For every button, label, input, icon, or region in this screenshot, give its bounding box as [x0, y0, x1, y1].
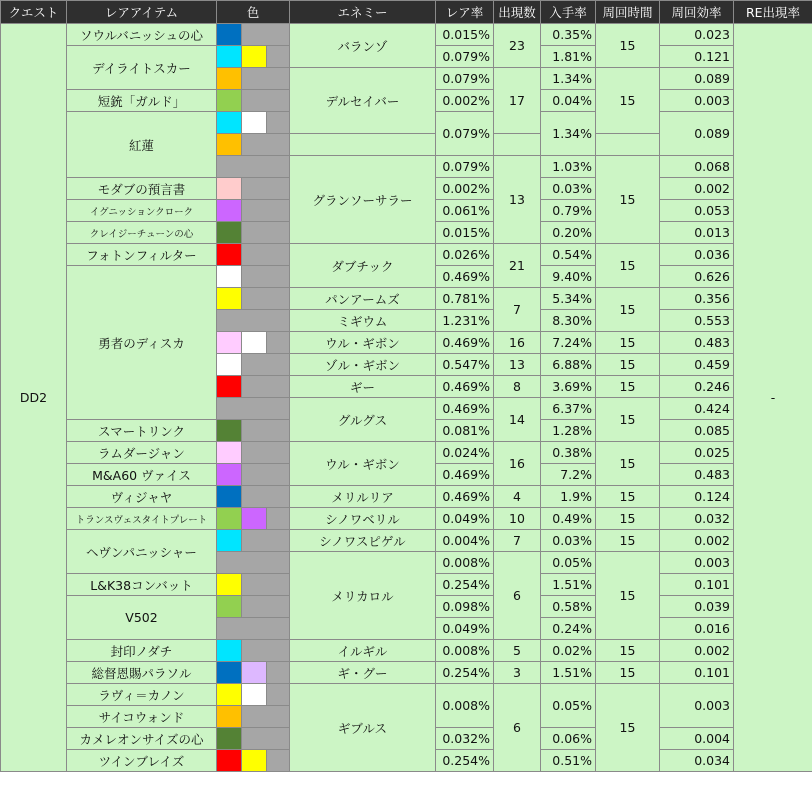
- drop-rate-cell[interactable]: 1.34%: [541, 112, 596, 156]
- rare-rate-cell[interactable]: 0.002%: [436, 90, 494, 112]
- color-swatch-group: [217, 640, 289, 661]
- rare-rate-cell[interactable]: 0.254%: [436, 574, 494, 596]
- color-swatch: [217, 728, 242, 749]
- item-name-cell[interactable]: ソウルバニッシュの心: [67, 24, 217, 46]
- efficiency-cell[interactable]: 0.039: [660, 596, 734, 618]
- color-swatch-cell[interactable]: [217, 530, 290, 552]
- color-swatch-group: [217, 178, 289, 199]
- color-swatch: [217, 24, 242, 45]
- enemy-cell[interactable]: ウル・ギボン: [290, 442, 436, 486]
- color-swatch-cell[interactable]: [217, 618, 290, 640]
- rare-rate-cell[interactable]: 0.469%: [436, 332, 494, 354]
- item-name-cell[interactable]: モダブの預言書: [67, 178, 217, 200]
- color-swatch-cell[interactable]: [217, 112, 290, 134]
- count-cell[interactable]: 16: [494, 442, 541, 486]
- enemy-cell[interactable]: ギブルス: [290, 684, 436, 772]
- color-swatch: [217, 134, 242, 155]
- color-swatch-cell[interactable]: [217, 310, 290, 332]
- color-swatch: [217, 640, 242, 661]
- rare-rate-cell[interactable]: 0.469%: [436, 266, 494, 288]
- drop-rate-cell[interactable]: 0.03%: [541, 530, 596, 552]
- loop-time-cell[interactable]: 15: [596, 354, 660, 376]
- item-name-cell[interactable]: デイライトスカー: [67, 46, 217, 90]
- drop-rate-cell[interactable]: 7.24%: [541, 332, 596, 354]
- color-swatch-group: [217, 574, 289, 595]
- color-swatch: [217, 354, 242, 375]
- color-swatch-cell[interactable]: [217, 354, 290, 376]
- enemy-cell[interactable]: ミギウム: [290, 310, 436, 332]
- color-swatch-group: [217, 68, 289, 89]
- count-cell[interactable]: 17: [494, 68, 541, 134]
- color-swatch: [242, 684, 267, 705]
- rare-rate-cell[interactable]: 1.231%: [436, 310, 494, 332]
- efficiency-cell[interactable]: 0.053: [660, 200, 734, 222]
- loop-time-cell[interactable]: 15: [596, 662, 660, 684]
- count-cell[interactable]: 3: [494, 662, 541, 684]
- drop-rate-cell[interactable]: 0.20%: [541, 222, 596, 244]
- rare-rate-cell[interactable]: 0.469%: [436, 376, 494, 398]
- enemy-cell[interactable]: ゾル・ギボン: [290, 354, 436, 376]
- efficiency-cell[interactable]: 0.101: [660, 662, 734, 684]
- efficiency-cell[interactable]: 0.013: [660, 222, 734, 244]
- color-swatch: [217, 442, 242, 463]
- color-swatch-cell[interactable]: [217, 508, 290, 530]
- item-name-cell[interactable]: トランスヴェスタイトプレート: [67, 508, 217, 530]
- color-swatch: [217, 750, 242, 771]
- color-swatch: [217, 332, 242, 353]
- color-swatch: [217, 90, 242, 111]
- rare-rate-cell[interactable]: 0.015%: [436, 222, 494, 244]
- drop-rate-cell[interactable]: 8.30%: [541, 310, 596, 332]
- loop-time-cell[interactable]: 15: [596, 640, 660, 662]
- item-name-cell[interactable]: フォトンフィルター: [67, 244, 217, 266]
- color-swatch: [217, 288, 242, 309]
- efficiency-cell[interactable]: 0.002: [660, 178, 734, 200]
- enemy-cell[interactable]: シノワベリル: [290, 508, 436, 530]
- efficiency-cell[interactable]: 0.068: [660, 156, 734, 178]
- rare-rate-cell[interactable]: 0.079%: [436, 46, 494, 68]
- color-swatch-cell[interactable]: [217, 728, 290, 750]
- efficiency-cell[interactable]: 0.003: [660, 684, 734, 728]
- loop-time-cell[interactable]: 15: [596, 684, 660, 772]
- loop-time-cell[interactable]: 15: [596, 156, 660, 244]
- efficiency-cell[interactable]: 0.459: [660, 354, 734, 376]
- drop-rate-cell[interactable]: 0.04%: [541, 90, 596, 112]
- drop-rate-cell[interactable]: 9.40%: [541, 266, 596, 288]
- drop-rate-cell[interactable]: 1.03%: [541, 156, 596, 178]
- color-swatch-group: [217, 376, 289, 397]
- color-swatch: [217, 706, 242, 727]
- color-swatch-group: [217, 266, 289, 287]
- color-swatch-cell[interactable]: [217, 24, 290, 46]
- table-row: [1, 662, 812, 684]
- item-name-cell[interactable]: V502: [67, 596, 217, 640]
- color-swatch-group: [217, 222, 289, 243]
- rare-rate-cell[interactable]: 0.008%: [436, 552, 494, 574]
- color-swatch-group: [217, 530, 289, 551]
- rare-rate-cell[interactable]: 0.049%: [436, 618, 494, 640]
- loop-time-cell[interactable]: 15: [596, 442, 660, 486]
- count-cell[interactable]: 8: [494, 376, 541, 398]
- enemy-cell[interactable]: メリルリア: [290, 486, 436, 508]
- rare-rate-cell[interactable]: 0.098%: [436, 596, 494, 618]
- drop-rate-cell[interactable]: 0.05%: [541, 684, 596, 728]
- color-swatch: [217, 420, 242, 441]
- color-swatch-group: [217, 112, 289, 133]
- column-header[interactable]: クエスト: [1, 1, 67, 24]
- color-swatch-cell[interactable]: [217, 420, 290, 442]
- column-header[interactable]: RE出現率: [734, 1, 812, 24]
- rare-rate-cell[interactable]: 0.049%: [436, 508, 494, 530]
- item-name-cell[interactable]: 短銃「ガルド」: [67, 90, 217, 112]
- item-name-cell[interactable]: M&A60 ヴァイス: [67, 464, 217, 486]
- count-cell[interactable]: 13: [494, 354, 541, 376]
- color-swatch: [217, 222, 242, 243]
- color-swatch: [242, 662, 267, 683]
- color-swatch-cell[interactable]: [217, 684, 290, 706]
- loop-time-cell[interactable]: [596, 134, 660, 156]
- color-swatch-cell[interactable]: [217, 596, 290, 618]
- color-swatch: [242, 508, 267, 529]
- efficiency-cell[interactable]: 0.034: [660, 750, 734, 772]
- color-swatch-cell[interactable]: [217, 244, 290, 266]
- rare-rate-cell[interactable]: 0.781%: [436, 288, 494, 310]
- count-cell[interactable]: 16: [494, 332, 541, 354]
- loop-time-cell[interactable]: 15: [596, 486, 660, 508]
- color-swatch: [217, 178, 242, 199]
- count-cell[interactable]: 6: [494, 552, 541, 640]
- color-swatch-group: [217, 464, 289, 485]
- color-swatch-group: [217, 332, 289, 353]
- rare-rate-cell[interactable]: 0.004%: [436, 530, 494, 552]
- table-row: [1, 24, 812, 46]
- drop-rate-cell[interactable]: 1.81%: [541, 46, 596, 68]
- efficiency-cell[interactable]: 0.002: [660, 530, 734, 552]
- color-swatch: [217, 464, 242, 485]
- color-swatch-cell[interactable]: [217, 332, 290, 354]
- efficiency-cell[interactable]: 0.483: [660, 464, 734, 486]
- loop-time-cell[interactable]: 15: [596, 68, 660, 134]
- color-swatch: [217, 244, 242, 265]
- color-swatch: [217, 530, 242, 551]
- enemy-cell[interactable]: [290, 134, 436, 156]
- loop-time-cell[interactable]: 15: [596, 376, 660, 398]
- item-name-cell[interactable]: ツインブレイズ: [67, 750, 217, 772]
- item-name-cell[interactable]: ラムダージャン: [67, 442, 217, 464]
- efficiency-cell[interactable]: 0.089: [660, 112, 734, 156]
- item-name-cell[interactable]: 封印ノダチ: [67, 640, 217, 662]
- rare-rate-cell[interactable]: 0.469%: [436, 398, 494, 420]
- count-cell[interactable]: 14: [494, 398, 541, 442]
- drop-rate-cell[interactable]: 0.24%: [541, 618, 596, 640]
- efficiency-cell[interactable]: 0.089: [660, 68, 734, 90]
- rare-rate-cell[interactable]: 0.032%: [436, 728, 494, 750]
- color-swatch: [217, 46, 242, 67]
- color-swatch-group: [217, 288, 289, 309]
- color-swatch-cell[interactable]: [217, 662, 290, 684]
- count-cell[interactable]: 23: [494, 24, 541, 68]
- color-swatch-group: [217, 90, 289, 111]
- re-rate-cell[interactable]: -: [734, 24, 812, 772]
- item-name-cell[interactable]: ラヴィ＝カノン: [67, 684, 217, 706]
- efficiency-cell[interactable]: 0.085: [660, 420, 734, 442]
- color-swatch: [242, 332, 267, 353]
- drop-rate-cell[interactable]: 1.51%: [541, 574, 596, 596]
- color-swatch-cell[interactable]: [217, 134, 290, 156]
- enemy-cell[interactable]: イルギル: [290, 640, 436, 662]
- enemy-cell[interactable]: バランゾ: [290, 24, 436, 68]
- efficiency-cell[interactable]: 0.356: [660, 288, 734, 310]
- drop-rate-cell[interactable]: 0.06%: [541, 728, 596, 750]
- column-header[interactable]: 入手率: [541, 1, 596, 24]
- efficiency-cell[interactable]: 0.004: [660, 728, 734, 750]
- color-swatch-cell[interactable]: [217, 178, 290, 200]
- quest-cell[interactable]: DD2: [1, 24, 67, 772]
- loop-time-cell[interactable]: 15: [596, 332, 660, 354]
- color-swatch-cell[interactable]: [217, 398, 290, 420]
- count-cell[interactable]: 4: [494, 486, 541, 508]
- color-swatch: [242, 46, 267, 67]
- efficiency-cell[interactable]: 0.032: [660, 508, 734, 530]
- efficiency-cell[interactable]: 0.002: [660, 640, 734, 662]
- drop-rate-cell[interactable]: 0.49%: [541, 508, 596, 530]
- table-header: [1, 1, 812, 24]
- efficiency-cell[interactable]: 0.003: [660, 90, 734, 112]
- rare-rate-cell[interactable]: 0.061%: [436, 200, 494, 222]
- color-swatch: [217, 486, 242, 507]
- rare-rate-cell[interactable]: 0.469%: [436, 486, 494, 508]
- table-row: [1, 486, 812, 508]
- enemy-cell[interactable]: グルグス: [290, 398, 436, 442]
- color-swatch-cell[interactable]: [217, 442, 290, 464]
- drop-rate-cell[interactable]: 6.88%: [541, 354, 596, 376]
- item-name-cell[interactable]: 紅蓮: [67, 112, 217, 178]
- color-swatch-cell[interactable]: [217, 288, 290, 310]
- item-name-cell[interactable]: ヘヴンパニッシャー: [67, 530, 217, 574]
- enemy-cell[interactable]: シノワスピゲル: [290, 530, 436, 552]
- count-cell[interactable]: 7: [494, 288, 541, 332]
- table-row: [1, 508, 812, 530]
- color-swatch-cell[interactable]: [217, 750, 290, 772]
- efficiency-cell[interactable]: 0.124: [660, 486, 734, 508]
- item-name-cell[interactable]: ヴィジャヤ: [67, 486, 217, 508]
- color-swatch: [217, 200, 242, 221]
- column-header[interactable]: 周回効率: [660, 1, 734, 24]
- table-row: [1, 640, 812, 662]
- efficiency-cell[interactable]: 0.553: [660, 310, 734, 332]
- efficiency-cell[interactable]: 0.023: [660, 24, 734, 46]
- count-cell[interactable]: 13: [494, 156, 541, 244]
- color-swatch-group: [217, 442, 289, 463]
- loop-time-cell[interactable]: 15: [596, 552, 660, 640]
- enemy-cell[interactable]: ギー: [290, 376, 436, 398]
- column-header[interactable]: レア率: [436, 1, 494, 24]
- color-swatch: [217, 508, 242, 529]
- rare-rate-cell[interactable]: 0.079%: [436, 68, 494, 90]
- table-row: [1, 530, 812, 552]
- enemy-cell[interactable]: ダブチック: [290, 244, 436, 288]
- color-swatch-cell[interactable]: [217, 200, 290, 222]
- enemy-cell[interactable]: メリカロル: [290, 552, 436, 640]
- color-swatch-group: [217, 684, 289, 705]
- rare-rate-cell[interactable]: 0.008%: [436, 684, 494, 728]
- efficiency-cell[interactable]: 0.121: [660, 46, 734, 68]
- efficiency-cell[interactable]: 0.626: [660, 266, 734, 288]
- color-swatch-cell[interactable]: [217, 90, 290, 112]
- table-row: [1, 684, 812, 706]
- table-row: [1, 244, 812, 266]
- table-row: [1, 442, 812, 464]
- count-cell[interactable]: 7: [494, 530, 541, 552]
- drop-rate-cell[interactable]: 5.34%: [541, 288, 596, 310]
- color-swatch: [242, 750, 267, 771]
- color-swatch-cell[interactable]: [217, 222, 290, 244]
- color-swatch-cell[interactable]: [217, 376, 290, 398]
- count-cell[interactable]: 6: [494, 684, 541, 772]
- rare-rate-cell[interactable]: 0.008%: [436, 640, 494, 662]
- rare-rate-cell[interactable]: 0.254%: [436, 662, 494, 684]
- color-swatch-group: [217, 706, 289, 727]
- efficiency-cell[interactable]: 0.483: [660, 332, 734, 354]
- rare-rate-cell[interactable]: 0.079%: [436, 156, 494, 178]
- color-swatch-group: [217, 662, 289, 683]
- drop-rate-cell[interactable]: 3.69%: [541, 376, 596, 398]
- color-swatch-group: [217, 200, 289, 221]
- color-swatch-group: [217, 486, 289, 507]
- column-header[interactable]: 周回時間: [596, 1, 660, 24]
- color-swatch-group: [217, 46, 289, 67]
- efficiency-cell[interactable]: 0.003: [660, 552, 734, 574]
- item-name-cell[interactable]: サイコウォンド: [67, 706, 217, 728]
- rare-rate-cell[interactable]: 0.026%: [436, 244, 494, 266]
- color-swatch-group: [217, 24, 289, 45]
- item-name-cell[interactable]: L&K38コンバット: [67, 574, 217, 596]
- enemy-cell[interactable]: グランソーサラー: [290, 156, 436, 244]
- drop-rate-cell[interactable]: 1.51%: [541, 662, 596, 684]
- color-swatch: [217, 68, 242, 89]
- efficiency-cell[interactable]: 0.246: [660, 376, 734, 398]
- color-swatch-group: [217, 728, 289, 749]
- efficiency-cell[interactable]: 0.424: [660, 398, 734, 420]
- count-cell[interactable]: 5: [494, 640, 541, 662]
- enemy-cell[interactable]: ウル・ギボン: [290, 332, 436, 354]
- loop-time-cell[interactable]: 15: [596, 288, 660, 332]
- color-swatch: [217, 376, 242, 397]
- color-swatch: [217, 266, 242, 287]
- item-name-cell[interactable]: クレイジーチューンの心: [67, 222, 217, 244]
- rare-rate-cell[interactable]: 0.002%: [436, 178, 494, 200]
- efficiency-cell[interactable]: 0.016: [660, 618, 734, 640]
- rare-rate-cell[interactable]: 0.254%: [436, 750, 494, 772]
- color-swatch: [217, 574, 242, 595]
- color-swatch-cell[interactable]: [217, 266, 290, 288]
- color-swatch-cell[interactable]: [217, 68, 290, 90]
- efficiency-cell[interactable]: 0.036: [660, 244, 734, 266]
- enemy-cell[interactable]: デルセイバー: [290, 68, 436, 134]
- count-cell[interactable]: 10: [494, 508, 541, 530]
- count-cell[interactable]: 21: [494, 244, 541, 288]
- column-header[interactable]: 色: [217, 1, 290, 24]
- rare-rate-cell[interactable]: 0.024%: [436, 442, 494, 464]
- color-swatch: [217, 684, 242, 705]
- drop-rate-cell[interactable]: 0.03%: [541, 178, 596, 200]
- item-name-cell[interactable]: 総督恩賜パラソル: [67, 662, 217, 684]
- count-cell[interactable]: [494, 134, 541, 156]
- item-name-cell[interactable]: イグニッションクローク: [67, 200, 217, 222]
- column-header[interactable]: 出現数: [494, 1, 541, 24]
- drop-rate-cell[interactable]: 0.51%: [541, 750, 596, 772]
- color-swatch-cell[interactable]: [217, 640, 290, 662]
- rare-rate-cell[interactable]: 0.547%: [436, 354, 494, 376]
- column-header[interactable]: エネミー: [290, 1, 436, 24]
- loop-time-cell[interactable]: 15: [596, 24, 660, 68]
- color-swatch-group: [217, 420, 289, 441]
- color-swatch-cell[interactable]: [217, 156, 290, 178]
- color-swatch-group: [217, 244, 289, 265]
- drop-rate-cell[interactable]: 0.35%: [541, 24, 596, 46]
- color-swatch-group: [217, 354, 289, 375]
- color-swatch: [217, 596, 242, 617]
- rare-rate-cell[interactable]: 0.469%: [436, 464, 494, 486]
- color-swatch-group: [217, 750, 289, 771]
- color-swatch-cell[interactable]: [217, 552, 290, 574]
- color-swatch-cell[interactable]: [217, 574, 290, 596]
- color-swatch-group: [217, 508, 289, 529]
- efficiency-cell[interactable]: 0.101: [660, 574, 734, 596]
- item-name-cell[interactable]: カメレオンサイズの心: [67, 728, 217, 750]
- drop-rate-cell[interactable]: 0.38%: [541, 442, 596, 464]
- loop-time-cell[interactable]: 15: [596, 530, 660, 552]
- color-swatch-group: [217, 596, 289, 617]
- drop-rate-cell[interactable]: 0.02%: [541, 640, 596, 662]
- drop-rate-cell[interactable]: 1.28%: [541, 420, 596, 442]
- drop-rate-cell[interactable]: 1.34%: [541, 68, 596, 90]
- drop-rate-cell[interactable]: 6.37%: [541, 398, 596, 420]
- column-header[interactable]: レアアイテム: [67, 1, 217, 24]
- color-swatch: [217, 112, 242, 133]
- item-name-cell[interactable]: スマートリンク: [67, 420, 217, 442]
- table-body: [1, 24, 812, 772]
- rare-rate-cell[interactable]: 0.015%: [436, 24, 494, 46]
- enemy-cell[interactable]: ギ・グー: [290, 662, 436, 684]
- drop-rate-cell[interactable]: 0.05%: [541, 552, 596, 574]
- loop-time-cell[interactable]: 15: [596, 244, 660, 288]
- drop-rate-cell[interactable]: 1.9%: [541, 486, 596, 508]
- color-swatch: [217, 662, 242, 683]
- color-swatch: [242, 112, 267, 133]
- rare-rate-cell[interactable]: 0.081%: [436, 420, 494, 442]
- item-name-cell[interactable]: 勇者のディスカ: [67, 266, 217, 420]
- drop-rate-cell[interactable]: 7.2%: [541, 464, 596, 486]
- loop-time-cell[interactable]: 15: [596, 398, 660, 442]
- color-swatch-group: [217, 134, 289, 155]
- efficiency-cell[interactable]: 0.025: [660, 442, 734, 464]
- drop-rate-cell[interactable]: 0.54%: [541, 244, 596, 266]
- drop-rate-cell[interactable]: 0.58%: [541, 596, 596, 618]
- color-swatch-cell[interactable]: [217, 706, 290, 728]
- enemy-cell[interactable]: パンアームズ: [290, 288, 436, 310]
- color-swatch-cell[interactable]: [217, 464, 290, 486]
- rare-rate-cell[interactable]: 0.079%: [436, 112, 494, 156]
- color-swatch-cell[interactable]: [217, 486, 290, 508]
- loop-time-cell[interactable]: 15: [596, 508, 660, 530]
- color-swatch-cell[interactable]: [217, 46, 290, 68]
- drop-rate-cell[interactable]: 0.79%: [541, 200, 596, 222]
